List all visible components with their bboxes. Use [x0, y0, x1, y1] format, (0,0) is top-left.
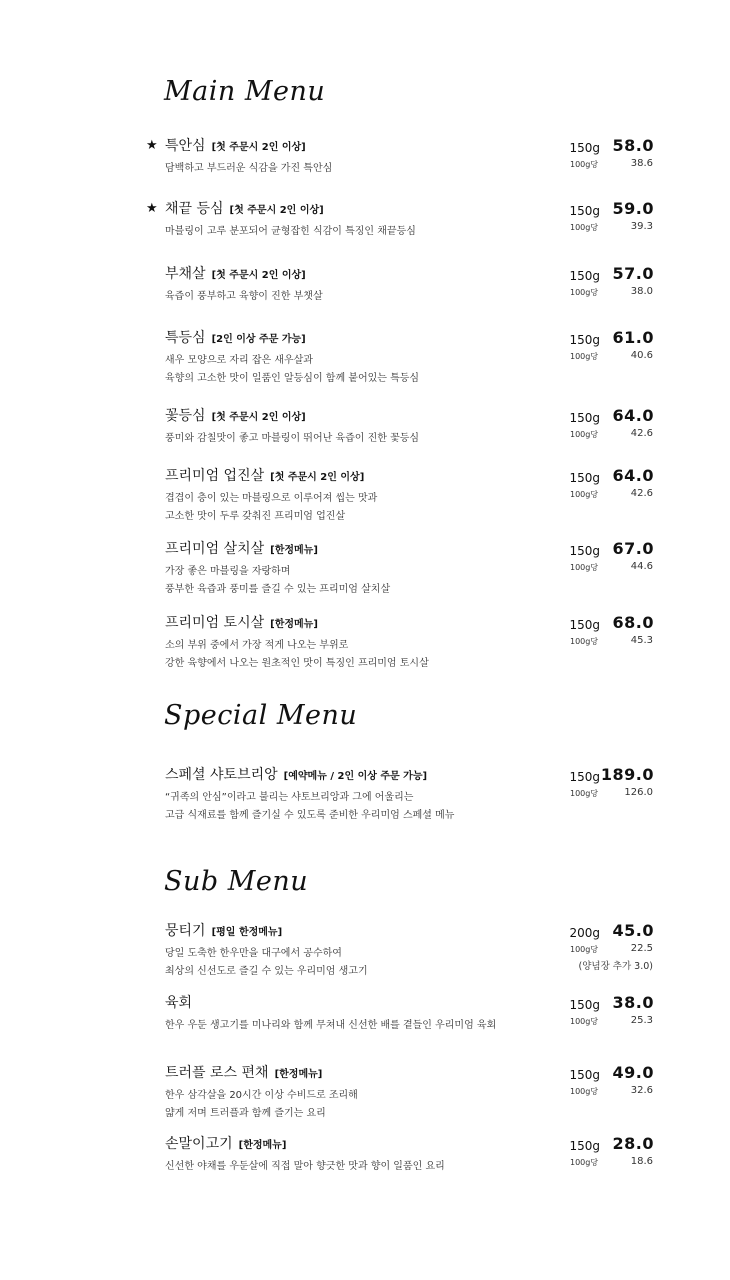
item-unit: 100g당: [570, 160, 599, 169]
item-weight: 150g: [569, 770, 600, 784]
item-desc: 가장 좋은 마블링을 자랑하며 풍부한 육즙과 풍미를 즐길 수 있는 프리미엄 살치살: [165, 566, 391, 595]
section-title-special: Special Menu: [164, 700, 358, 731]
item-unit: 100g당: [570, 352, 599, 361]
section-title-main: Main Menu: [164, 76, 326, 107]
item-unit-price: 18.6: [630, 1156, 653, 1167]
item-unit-price: 39.3: [630, 221, 653, 232]
item-unit: 100g당: [570, 789, 599, 798]
item-price: 67.0: [612, 539, 654, 558]
item-weight: 150g: [569, 998, 600, 1012]
item-price: 28.0: [612, 1134, 654, 1153]
item-desc: 신선한 야채를 우둔살에 직접 말아 향긋한 맛과 향이 일품인 요리: [165, 1161, 445, 1172]
item-price: 58.0: [612, 136, 654, 155]
item-note: [평일 한정메뉴]: [211, 927, 283, 938]
item-note: [첫 주문시 2인 이상]: [211, 412, 306, 423]
item-desc: 소의 부위 중에서 가장 적게 나오는 부위로 강한 육향에서 나오는 원초적인 맛이 특징인 프리미엄 토시살: [165, 640, 429, 669]
item-name: 꽃등심 [첫 주문시 2인 이상]: [165, 408, 306, 424]
item-name: 특안심 [첫 주문시 2인 이상]: [165, 138, 306, 154]
item-desc: 한우 삼각살을 20시간 이상 수비드로 조리해 얇게 저며 트러플과 함께 즐기는 요리: [165, 1090, 358, 1119]
item-weight: 150g: [569, 471, 600, 485]
item-name: 트러플 로스 편채 [한정메뉴]: [165, 1065, 323, 1081]
item-unit-price: 38.0: [630, 286, 653, 297]
item-desc: 겹겹이 층이 있는 마블링으로 이루어져 씹는 맛과 고소한 맛이 두루 갖춰진 프리미엄 업진살: [165, 493, 378, 522]
item-price: 57.0: [612, 264, 654, 283]
item-price: 49.0: [612, 1063, 654, 1082]
item-name: 부채살 [첫 주문시 2인 이상]: [165, 266, 306, 282]
section-title-sub: Sub Menu: [164, 866, 309, 897]
item-unit: 100g당: [570, 1017, 599, 1026]
item-unit-price: 25.3: [630, 1015, 653, 1026]
item-unit-price: 126.0: [624, 787, 653, 798]
item-desc: “귀족의 안심”이라고 불리는 샤토브리앙과 그에 어울리는 고급 식재료를 함께 즐기실 수 있도록 준비한 우리미엄 스페셜 메뉴: [165, 792, 455, 821]
item-price: 68.0: [612, 613, 654, 632]
item-note: [첫 주문시 2인 이상]: [211, 270, 306, 281]
item-name: 프리미엄 살치살 [한정메뉴]: [165, 541, 318, 557]
item-note: [첫 주문시 2인 이상]: [211, 142, 306, 153]
item-unit: 100g당: [570, 223, 599, 232]
item-desc: 한우 우둔 생고기를 미나리와 함께 무쳐내 신선한 배를 곁들인 우리미엄 육회: [165, 1020, 497, 1031]
item-note: [첫 주문시 2인 이상]: [229, 205, 324, 216]
item-name: 특등심 [2인 이상 주문 가능]: [165, 330, 306, 346]
item-weight: 150g: [569, 544, 600, 558]
item-weight: 150g: [569, 204, 600, 218]
item-unit-price: 42.6: [630, 428, 653, 439]
item-note: [한정메뉴]: [274, 1069, 323, 1080]
star-icon: ★: [146, 201, 158, 216]
item-note: [2인 이상 주문 가능]: [211, 334, 306, 345]
item-price: 38.0: [612, 993, 654, 1012]
item-name: 육회: [165, 995, 193, 1011]
item-extra: (양념장 추가 3.0): [578, 961, 653, 972]
item-name: 프리미엄 토시살 [한정메뉴]: [165, 615, 318, 631]
item-name: 뭉티기 [평일 한정메뉴]: [165, 923, 283, 939]
item-unit-price: 42.6: [630, 488, 653, 499]
item-unit: 100g당: [570, 430, 599, 439]
item-unit: 100g당: [570, 945, 599, 954]
item-desc: 마블링이 고루 분포되어 균형잡힌 식감이 특징인 채끝등심: [165, 226, 416, 237]
item-note: [첫 주문시 2인 이상]: [270, 472, 365, 483]
item-weight: 150g: [569, 1068, 600, 1082]
item-weight: 150g: [569, 333, 600, 347]
item-note: [한정메뉴]: [270, 545, 318, 556]
item-unit: 100g당: [570, 1087, 599, 1096]
item-unit-price: 44.6: [630, 561, 653, 572]
item-unit-price: 32.6: [630, 1085, 653, 1096]
item-note: [한정메뉴]: [270, 619, 318, 630]
item-unit: 100g당: [570, 288, 599, 297]
item-note: [예약메뉴 / 2인 이상 주문 가능]: [283, 771, 428, 782]
item-price: 45.0: [612, 921, 654, 940]
item-weight: 150g: [569, 1139, 600, 1153]
item-unit-price: 40.6: [630, 350, 653, 361]
item-name: 채끝 등심 [첫 주문시 2인 이상]: [165, 201, 324, 217]
item-unit: 100g당: [570, 1158, 599, 1167]
item-desc: 풍미와 감칠맛이 좋고 마블링이 뛰어난 육즙이 진한 꽃등심: [165, 433, 420, 444]
item-weight: 150g: [569, 411, 600, 425]
item-weight: 150g: [569, 269, 600, 283]
item-price: 59.0: [612, 199, 654, 218]
item-desc: 새우 모양으로 자리 잡은 새우살과 육향의 고소한 맛이 일품인 알등심이 함께 붙어있는 특등심: [165, 355, 420, 384]
item-desc: 담백하고 부드러운 식감을 가진 특안심: [165, 163, 333, 174]
item-unit: 100g당: [570, 637, 599, 646]
item-unit-price: 22.5: [630, 943, 653, 954]
item-unit-price: 38.6: [630, 158, 653, 169]
star-icon: ★: [146, 138, 158, 153]
item-desc: 육즙이 풍부하고 육향이 진한 부챗살: [165, 291, 323, 302]
item-note: [한정메뉴]: [238, 1140, 287, 1151]
item-unit: 100g당: [570, 563, 599, 572]
item-name: 손말이고기 [한정메뉴]: [165, 1136, 287, 1152]
item-weight: 150g: [569, 141, 600, 155]
item-weight: 150g: [569, 618, 600, 632]
item-unit-price: 45.3: [630, 635, 653, 646]
item-name: 스페셜 샤토브리앙 [예약메뉴 / 2인 이상 주문 가능]: [165, 767, 428, 783]
item-weight: 200g: [569, 926, 600, 940]
item-unit: 100g당: [570, 490, 599, 499]
item-price: 64.0: [612, 406, 654, 425]
item-desc: 당일 도축한 한우만을 대구에서 공수하여 최상의 신선도로 즐길 수 있는 우리미엄 생고기: [165, 948, 368, 977]
item-name: 프리미엄 업진살 [첫 주문시 2인 이상]: [165, 468, 365, 484]
item-price: 61.0: [612, 328, 654, 347]
item-price: 64.0: [612, 466, 654, 485]
item-price: 189.0: [600, 765, 654, 784]
